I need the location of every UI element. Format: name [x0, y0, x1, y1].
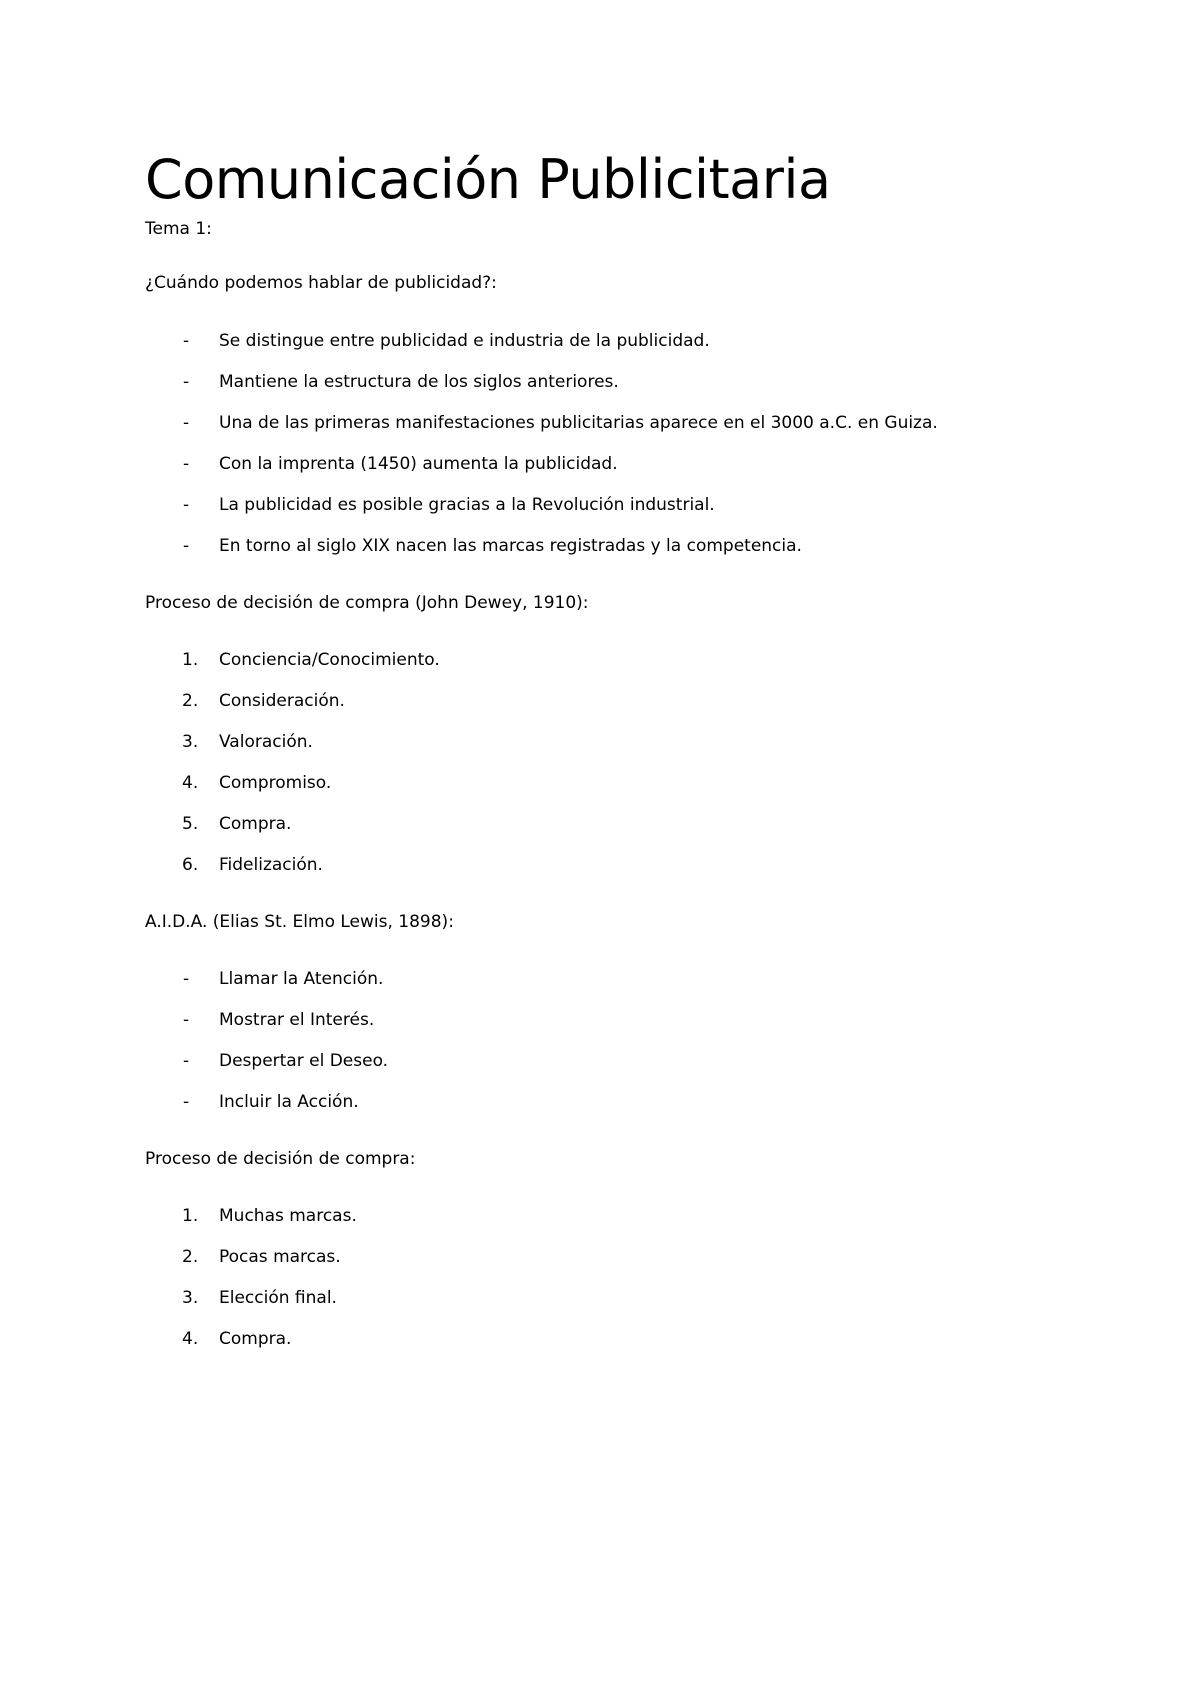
list-number: 4.: [182, 1329, 199, 1349]
list-item-text: Llamar la Atención.: [219, 969, 384, 989]
list-item-text: Una de las primeras manifestaciones publicitarias aparece en el 3000 a.C. en Guiza.: [219, 413, 938, 433]
list-item-text: Muchas marcas.: [219, 1206, 357, 1226]
dash-bullet: -: [183, 969, 190, 989]
list-item-text: Conciencia/Conocimiento.: [219, 650, 440, 670]
list-item-text: La publicidad es posible gracias a la Revolución industrial.: [219, 495, 715, 515]
list-number: 3.: [182, 1288, 199, 1308]
list-item-text: En torno al siglo XIX nacen las marcas registradas y la competencia.: [219, 536, 802, 556]
list-item-text: Elección final.: [219, 1288, 337, 1308]
list-item-text: Valoración.: [219, 732, 313, 752]
list-number: 1.: [182, 650, 199, 670]
list-item-text: Incluir la Acción.: [219, 1092, 359, 1112]
list-number: 2.: [182, 691, 199, 711]
section3-heading: A.I.D.A. (Elias St. Elmo Lewis, 1898):: [145, 912, 454, 932]
list-item-text: Compra.: [219, 814, 292, 834]
dash-bullet: -: [183, 454, 190, 474]
list-item-text: Fidelización.: [219, 855, 323, 875]
dash-bullet: -: [183, 495, 190, 515]
dash-bullet: -: [183, 331, 190, 351]
section4-heading: Proceso de decisión de compra:: [145, 1149, 416, 1169]
document-title: Comunicación Publicitaria: [145, 148, 831, 211]
section1-heading: ¿Cuándo podemos hablar de publicidad?:: [145, 273, 497, 293]
list-item-text: Consideración.: [219, 691, 345, 711]
list-item-text: Con la imprenta (1450) aumenta la publicidad.: [219, 454, 618, 474]
list-item-text: Compra.: [219, 1329, 292, 1349]
list-number: 1.: [182, 1206, 199, 1226]
dash-bullet: -: [183, 372, 190, 392]
list-number: 3.: [182, 732, 199, 752]
tema-label: Tema 1:: [145, 219, 212, 239]
list-item-text: Se distingue entre publicidad e industria de la publicidad.: [219, 331, 710, 351]
list-number: 2.: [182, 1247, 199, 1267]
list-number: 6.: [182, 855, 199, 875]
section2-heading: Proceso de decisión de compra (John Dewey, 1910):: [145, 593, 589, 613]
list-item-text: Mostrar el Interés.: [219, 1010, 375, 1030]
dash-bullet: -: [183, 1051, 190, 1071]
dash-bullet: -: [183, 1092, 190, 1112]
list-item-text: Pocas marcas.: [219, 1247, 341, 1267]
list-number: 5.: [182, 814, 199, 834]
list-item-text: Mantiene la estructura de los siglos anteriores.: [219, 372, 619, 392]
list-item-text: Compromiso.: [219, 773, 332, 793]
dash-bullet: -: [183, 1010, 190, 1030]
list-number: 4.: [182, 773, 199, 793]
dash-bullet: -: [183, 413, 190, 433]
dash-bullet: -: [183, 536, 190, 556]
list-item-text: Despertar el Deseo.: [219, 1051, 389, 1071]
